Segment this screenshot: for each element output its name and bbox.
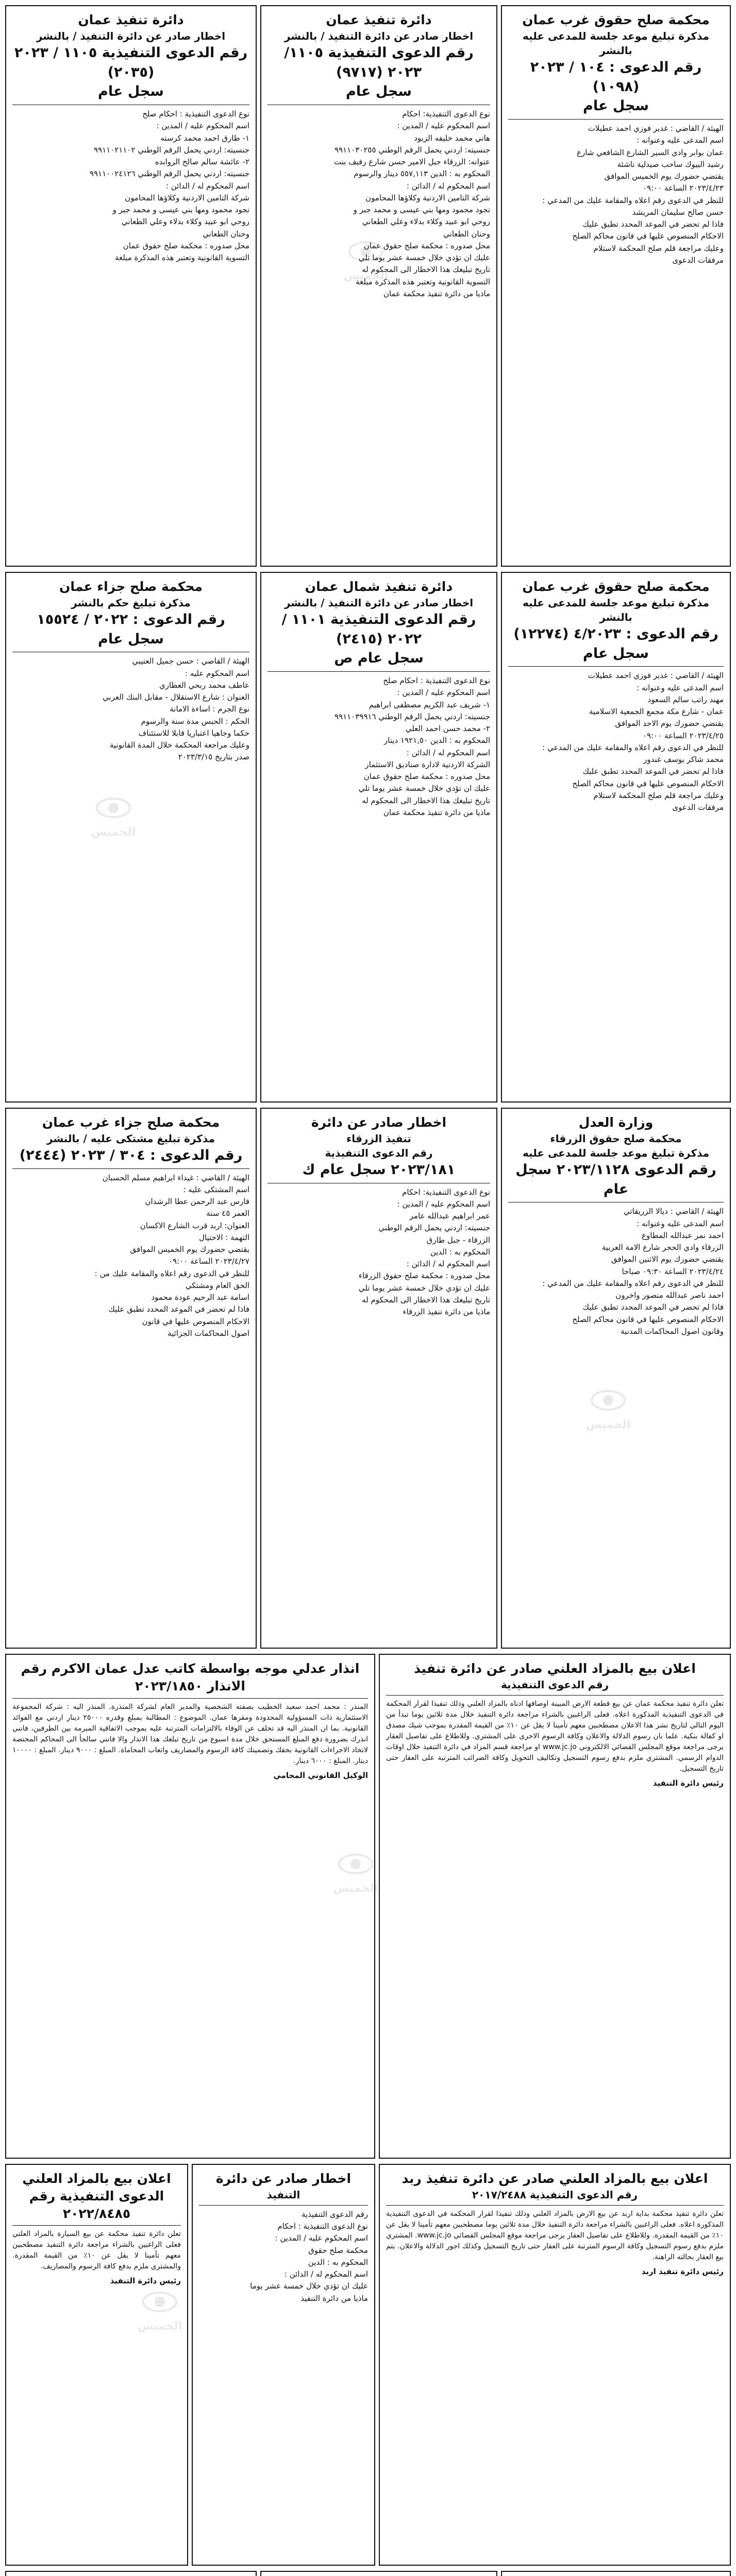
notice-line: عمان - شارع مكة مجمع الجمعية الاسلامية: [589, 707, 724, 717]
notice-line: فاذا لم تحضر في الموعد المحدد تطبق عليك: [582, 1302, 724, 1312]
notice-line: فارس عبد الرحمن عطا الرشدان: [145, 1197, 249, 1207]
notice-line: للنظر في الدعوى رقم اعلاه والمقامة عليك من المدعي :: [542, 742, 724, 752]
notice-signature: رئيس دائرة التنفيذ: [653, 1778, 724, 1788]
notice-line: اسم المحكوم عليه / المدين :: [275, 2233, 368, 2243]
notice-line: حسن صالح سليمان المريشد: [632, 207, 724, 217]
notice-title: مذكرة تبليغ مشتكى عليه / بالنشر: [47, 1132, 215, 1145]
notice-line: اسم المحكوم له / الدائن :: [406, 1259, 490, 1269]
notice-zarqa-court: [501, 1108, 731, 1649]
notice-line: يقتضي حضورك يوم الخميس الموافق: [604, 172, 724, 181]
notice-line: نجود محمود ومها بني عيسى و محمد جبر و: [353, 205, 490, 215]
notice-line: اصول المحاكمات الجزائية: [168, 1328, 249, 1338]
notice-line: ٢٠٢٣/٤/٢٧ الساعة ٠٩:٠٠: [168, 1257, 249, 1266]
notice-line: اسم المحكوم عليه / المدين :: [397, 1199, 490, 1209]
notice-title: مذكرة تبليغ موعد جلسة للمدعى عليه بالنشر: [522, 29, 710, 57]
notice-subheading: محكمة صلح حقوق الزرقاء: [550, 1132, 682, 1145]
notice-heading: دائرة تنفيذ شمال عمان: [305, 579, 453, 594]
notice-heading: اعلان بيع بالمزاد العلني صادر عن دائرة تنفيذ ربد: [402, 2171, 708, 2186]
notice-line: روحي ابو عبيد وكلاء بدلاء وعلي الطعاني: [362, 217, 490, 227]
notice-line: نوع الدعوى التنفيذية : احكام: [277, 2222, 368, 2231]
case-register: سجل عام ص: [334, 650, 424, 667]
divider: [386, 2205, 724, 2206]
case-number: ٢٠٢٣/١٨١ سجل عام ك: [302, 1161, 456, 1178]
notice-line: نوع الجرم : اساءة الامانة: [170, 704, 249, 714]
notice-line: الهيئة / القاضي : غدير فوزي احمد عطيلات: [588, 671, 724, 681]
notice-line: ١- طارق احمد محمد كرسته: [160, 133, 249, 143]
case-number: رقم الدعوى : ٤/٢٠٢٣ (١٢٢٧٤): [513, 625, 718, 642]
notice-amman-execution-5: [5, 2571, 257, 2576]
case-register: سجل عام: [583, 645, 649, 662]
notice-line: فاذا لم تحضر في الموعد المحدد تطبق عليك: [582, 219, 724, 229]
notice-line: الهيئة / القاضي : غيداء ابراهيم مسلم الحسبان: [102, 1173, 249, 1182]
notice-signature: رئيس دائرة التنفيذ: [110, 2276, 181, 2286]
notice-line: عليك ان تؤدي خلال خمسة عشر يوما تلي: [358, 1283, 490, 1293]
notice-heading: اعلان بيع بالمزاد العلني الدعوى التنفيذية رقم ٢٠٢٢/٨٤٨٥: [22, 2171, 171, 2221]
notice-west-amman-criminal: [5, 1108, 257, 1649]
notice-line: وعليك مراجعة قلم صلح المحكمة لاستلام: [593, 790, 724, 800]
notice-line: صدر بتاريخ ٢٠٢٣/٣/١٥: [178, 752, 249, 762]
notice-auction-sale-2: [5, 2164, 188, 2566]
notice-line: اسم المحكوم له / الدائن :: [406, 181, 490, 191]
notice-auction-sale-1: [379, 1654, 731, 2159]
notice-west-amman-court-2: [501, 572, 731, 1103]
notice-line: وحنان الطعاني: [203, 229, 249, 239]
notice-heading: اخطار صادر عن دائرة: [311, 1115, 447, 1130]
notice-line: وعليك مراجعة المحكمة خلال المدة القانونية: [109, 740, 249, 750]
notice-line: احمد ناصر عبدالله منصور واخرون: [615, 1291, 724, 1300]
divider: [12, 1168, 249, 1169]
notice-line: محمد شاكر يوسف غندور: [643, 755, 724, 765]
notice-line: محكمة صلح حقوق: [308, 2245, 368, 2255]
notice-title: مذكرة تبليغ موعد جلسة للمدعى عليه: [522, 1146, 710, 1159]
notice-subheading: التنفيذ: [266, 2188, 300, 2201]
notice-line: يقتضي حضورك يوم الاثنين الموافق: [611, 1255, 724, 1264]
notice-heading: اخطار صادر عن دائرة: [215, 2171, 352, 2186]
notice-line: عاطف محمد ربحي العطاري: [159, 680, 249, 690]
notice-line: ٢- محمد حسن احمد العلي: [405, 724, 490, 734]
notice-line: ٢٠٢٣/٤/٢٤ الساعة ٠٩:٣٠ صباحا: [622, 1266, 724, 1276]
notice-line: اسم المحكوم له / الدائن :: [284, 2269, 368, 2279]
divider: [12, 2225, 181, 2226]
notice-amman-execution-2: [5, 5, 257, 567]
notice-line: اسم المحكوم عليه :: [185, 668, 249, 678]
notice-line: اسم المدعى عليه وعنوانه :: [637, 1218, 724, 1228]
notice-line: العنوان : شارع الاستقلال - مقابل البنك العربي: [103, 692, 249, 702]
notice-line: جنسيته: اردني يحمل الرقم الوطني ٩٩١١٠٣٠٢٥٥: [334, 145, 490, 155]
divider: [508, 119, 724, 120]
notice-line: الشركة الاردنية لادارة صناديق الاستثمار: [365, 759, 490, 769]
notice-line: نوع الدعوى التنفيذية: احكام: [402, 109, 490, 119]
notice-line: عليك ان تؤدي خلال خمسة عشر يوما: [250, 2281, 368, 2291]
notice-line: ٢٠٢٣/٤/٢٣ الساعة ٠٩:٠٠: [642, 183, 724, 193]
notice-line: ماذيا من دائرة تنفيذ محكمة عمان: [383, 807, 490, 817]
notice-line: المحكوم به : الدين: [308, 2257, 368, 2267]
notice-line: يقتضي حضورك يوم الخميس الموافق: [130, 1245, 249, 1255]
case-number: رقم الدعوى : ٣٠٤ / ٢٠٢٣ (٢٤٤٤): [19, 1147, 243, 1163]
notice-line: تاريخ تبليغك هذا الاخطار الى المحكوم له: [362, 795, 490, 805]
case-number: رقم الدعوى : ٢٠٢٢ / ١٥٥٢٤: [37, 611, 225, 628]
notice-heading: محكمة صلح حقوق غرب عمان: [522, 12, 710, 27]
notice-title: اخطار صادر عن دائرة التنفيذ / بالنشر: [284, 29, 474, 42]
notice-line: ٢٠٢٣/٤/٢٥ الساعة ٠٩:٠٠: [642, 731, 724, 740]
notice-line: الحق العام ومشتكي: [185, 1280, 249, 1290]
notice-line: عمان بوابر وادي السير الشارع الشافعي شارع: [577, 147, 724, 157]
notice-line: الاحكام المنصوص عليها في قانون محاكم الصلح: [572, 231, 724, 241]
notice-line: روحي ابو عبيد وكلاء بدلاء وعلي الطعاني: [121, 217, 249, 227]
notice-line: الزرقاء - جبل طارق: [426, 1235, 490, 1245]
notice-title: مذكرة تبليغ حكم بالنشر: [71, 596, 191, 609]
notice-line: محل صدوره : محكمة صلح حقوق الزرقاء: [358, 1271, 490, 1281]
notice-north-amman-execution: [260, 572, 497, 1103]
notice-line: المحكوم به : الدين ٥٥٧,١١٣ دينار والرسوم: [354, 169, 490, 179]
notice-line: احمد نمر عبدالله المطاوع: [642, 1230, 724, 1240]
notice-line: تاريخ تبليغك هذا الاخطار الى المحكوم له: [362, 265, 490, 275]
notice-execution-small: [192, 2164, 375, 2566]
notice-line: محل صدوره : محكمة صلح حقوق عمان: [363, 241, 490, 250]
notice-line: التهمة : الاحتيال: [199, 1232, 249, 1242]
notice-line: عنوانه: الزرقاء جبل الامير حسن شارع رفيف بنت: [333, 157, 490, 167]
case-number: رقم الدعوى ٢٠٢٣/١١٢٨ سجل عام: [515, 1161, 716, 1197]
notice-line: فاذا لم تحضر في الموعد المحدد تطبق عليك: [582, 767, 724, 776]
notice-title: اخطار صادر عن دائرة التنفيذ / بالنشر: [284, 596, 474, 609]
case-number: رقم الدعوى التنفيذية ١١٠٥/ ٢٠٢٣ (٩٧١٧): [284, 44, 474, 80]
notice-line: للنظر في الدعوى رقم اعلاه والمقامة عليك من المدعي :: [542, 195, 724, 205]
divider: [267, 671, 490, 672]
notice-line: شركة التامين الاردنية وكلاؤها المحامون: [365, 193, 490, 202]
notice-heading: دائرة تنفيذ عمان: [326, 12, 432, 27]
notice-line: اسم المشتكى عليه :: [183, 1184, 249, 1194]
notice-amman-execution-3: [501, 2571, 731, 2576]
notice-heading: محكمة صلح جزاء غرب عمان: [42, 1115, 220, 1130]
notice-heading: محكمة صلح حقوق غرب عمان: [522, 579, 710, 594]
notice-line: نجود محمود ومها بني عيسى و محمد جبر و: [112, 205, 249, 215]
notice-amman-execution-1: [260, 5, 497, 567]
notice-line: العمر ٤٥ سنة: [206, 1209, 249, 1218]
notice-heading: وزارة العدل: [578, 1115, 654, 1130]
notice-line: تاريخ تبليغك هذا الاخطار الى المحكوم له: [362, 1295, 490, 1304]
notice-line: اسم المدعى عليه وعنوانه :: [637, 683, 724, 692]
notice-line: محل صدوره : محكمة صلح حقوق عمان: [363, 772, 490, 782]
notice-line: رقم الدعوى التنفيذية: [302, 2209, 368, 2219]
notice-line: هاني محمد خليفه الزيود: [414, 133, 490, 143]
notice-line: اسم المحكوم له / الدائن :: [165, 181, 249, 191]
notice-line: نوع الدعوى التنفيذية : احكام صلح: [142, 109, 249, 119]
notice-line: جنسيته: اردني يحمل الرقم الوطني ٩٩١١٠٢١١٠٢: [93, 145, 249, 155]
divider: [12, 1698, 368, 1699]
notice-line: الحكم : الحبس مدة سنة والرسوم: [141, 716, 249, 726]
notice-line: الزرقاء وادي الحجر شارع الامة العربية: [601, 1243, 724, 1252]
notice-line: مرفقات الدعوى: [672, 803, 724, 812]
notice-line: للنظر في الدعوى رقم اعلاه والمقامة عليك من :: [94, 1268, 249, 1278]
case-number: رقم الدعوى التنفيذية ١١٠٥ / ٢٠٢٣ (٢٠٣٥): [14, 44, 248, 80]
notice-legal-warning: [5, 1654, 375, 2159]
notice-signature: رئيس دائرة تنفيذ اربد: [641, 2266, 724, 2276]
notice-line: عمر ابراهيم عبدالله عامر: [409, 1211, 490, 1221]
divider: [386, 1695, 724, 1696]
notice-line: رشيد البيوك ساحب صيدلية ناشئة: [617, 159, 724, 169]
notice-line: اسم المدعى عليه وعنوانه :: [637, 135, 724, 145]
notice-line: مرفقات الدعوى: [672, 255, 724, 265]
notice-line: وحنان الطعاني: [443, 229, 490, 239]
notice-line: ماذيا من دائرة تنفيذ محكمة عمان: [383, 289, 490, 298]
notice-line: اسامة عبد الرحيم عودة محمود: [151, 1293, 249, 1302]
notice-subheading: رقم الدعوى التنفيذية: [500, 1678, 609, 1691]
notice-auction-sale-irbid: [379, 2164, 731, 2566]
case-number: رقم الدعوى التنفيذية ١١٠١ / ٢٠٢٢ (٢٤١٥): [281, 611, 476, 647]
notice-line: الاحكام المنصوص عليها في قانون محاكم الصلح: [572, 1314, 724, 1324]
notice-heading: انذار عدلي موجه بواسطة كاتب عدل عمان الاكرم رقم الانذار ٢٠٢٣/١٨٥٠: [21, 1661, 360, 1693]
notice-line: اسم المحكوم له / الدائن :: [406, 748, 490, 757]
notice-line: الهيئة / القاضي : ديالا الزريقاتي: [623, 1207, 724, 1216]
notice-heading: محكمة صلح جزاء عمان: [59, 579, 203, 594]
notice-line: وعليك مراجعة قلم صلح المحكمة لاستلام: [593, 243, 724, 253]
notice-line: جنسيته: اردني يحمل الرقم الوطني ٩٩١١٠٠٢٤١٢٦: [89, 169, 249, 179]
divider: [508, 666, 724, 667]
notice-line: الاحكام المنصوص عليها في قانون محاكم الصلح: [572, 778, 724, 788]
case-number: رقم الدعوى : ١٠٤ / ٢٠٢٣ (١٠٩٨): [530, 59, 702, 95]
notice-line: فاذا لم تحضر في الموعد المحدد تطبق عليك: [108, 1304, 249, 1314]
notice-west-amman-court-1: [501, 5, 731, 567]
notice-line: الهيئة / القاضي : غدير فوزي احمد عطيلات: [588, 124, 724, 133]
notice-line: الاحكام المنصوص عليها في قانون: [142, 1316, 249, 1326]
notice-line: للنظر في الدعوى رقم اعلاه والمقامة عليك من المدعي :: [542, 1278, 724, 1288]
notice-line: وقانون اصول المحاكمات المدنية: [621, 1326, 724, 1336]
notice-line: المحكوم به : الدين: [430, 1247, 490, 1257]
case-register: سجل عام: [98, 83, 164, 100]
case-register: سجل عام: [98, 631, 164, 647]
notice-line: ٢- عائشة سالم صالح الروابده: [155, 157, 249, 167]
notice-line: التسوية القانونية وتعتبر هذه المذكرة مبلغة: [114, 253, 249, 263]
notice-body: تعلن دائرة تنفيذ محكمة بداية اربد عن بيع الارض بالمزاد العلني وذلك تنفيذا لقرار المحكمة في الدعوى التنفيذية المذكورة اعلاه. فعلى الراغبين بالشراء مراجعة دائرة التنفيذ خلال مدة ثلاثين يوما مصطحبين معهم تأمينا لا يقل عن ١٠٪ من القيمة المقدرة. وللاطلاع على تفاصيل العقار يرجى مراجعة موقع المجلس القضائي www.jc.jo. المشتري ملزم بدفع رسوم التسجيل وكافة الرسوم المترتبة على العقار حتى تاريخ التسجيل وكذلك اجور الدلالة والاعلان. يتم بيع العقار بحالته الراهنة.: [386, 2209, 724, 2261]
notice-body: تعلن دائرة تنفيذ محكمة عن بيع السيارة بالمزاد العلني فعلى الراغبين بالشراء مراجعة دائرة التنفيذ مصطحبين معهم تأمينا لا يقل عن ١٠٪ من القيمة المقدرة. والمشتري ملزم بدفع كافة الرسوم والمصاريف.: [12, 2230, 181, 2271]
notice-body: المنذر : محمد احمد سعيد الخطيب بصفته الشخصية والمدير العام لشركة المنذرة. المنذر اليه : شركة المجموعة الاستثمارية ذات المسؤولية المحدودة ومقرها عمان. الموضوع : المطالبة بمبلغ وقدره ٢٥٠٠٠ دينار اردني مع الفوائد القانونية. بما ان المنذر اليه قد تخلف عن الوفاء بالالتزامات المترتبة عليه بموجب الاتفاقية المبرمة بين الطرفين، فانني انذرك بضرورة دفع المبلغ المستحق خلال مدة اسبوع من تاريخ تبلغك هذا الانذار والا فانني سالجأ الى المحاكم المختصة لاتخاذ الاجراءات القانونية بحقك وتضمينك كافة الرسوم والمصاريف واتعاب المحاماة. المبلغ : ٩٠٠٠ دينار. المبلغ : ١٠٠٠٠ دينار. المبلغ : ٦٠٠٠ دينار.: [12, 1702, 368, 1765]
notice-line: اسم المحكوم عليه / المدين :: [397, 121, 490, 131]
notice-line: التسوية القانونية وتعتبر هذه المذكرة مبلغة: [355, 277, 490, 286]
case-register: سجل عام: [583, 98, 649, 114]
divider: [199, 2205, 368, 2206]
notice-amman-criminal-court: [5, 572, 257, 1103]
notice-line: ماذيا من دائرة تنفيذ الزرقاء: [403, 1307, 490, 1317]
notice-subheading: رقم الدعوى التنفيذية ٢٠١٧/٢٤٨٨: [472, 2188, 638, 2201]
notice-line: عليك ان تؤدي خلال خمسة عشر يوما تلي: [358, 253, 490, 263]
notice-line: المحكوم به : الدين ١٩٢١,٥٠ دينار: [383, 736, 490, 745]
notice-body: تعلن دائرة تنفيذ محكمة عمان عن بيع قطعة الارض المبينة اوصافها ادناه بالمزاد العلني وذلك تنفيذا لقرار المحكمة في الدعوى التنفيذية المذكورة اعلاه. فعلى الراغبين بالشراء مراجعة دائرة التنفيذ خلال مدة ثلاثين يوما تبدأ من اليوم التالي لتاريخ نشر هذا الاعلان مصطحبين معهم تأمينا لا يقل عن ١٠٪ من القيمة المقدرة بموجب شيك مصدق او كفالة بنكية. علما بان رسوم الدلالة والاعلان وكافة الرسوم الاخرى على المشتري. وللاطلاع على تفاصيل العقار يرجى مراجعة موقع المجلس القضائي الالكتروني www.jc.jo او مراجعة قسم المزاد في دائرة التنفيذ خلال اوقات الدوام الرسمي. المشتري ملزم بدفع رسوم التسجيل وتكاليف التحويل وكافة الضرائب المترتبة على العقار حتى تاريخ التسجيل.: [386, 1699, 724, 1773]
notice-heading: دائرة تنفيذ عمان: [78, 12, 184, 27]
notice-zarqa-execution: [260, 1108, 497, 1649]
notice-line: جنسيته: اردني يحمل الرقم الوطني ٩٩١١٠٣٩٩١٦: [334, 711, 490, 721]
notice-heading: اعلان بيع بالمزاد العلني صادر عن دائرة تنفيذ: [414, 1661, 696, 1676]
notice-title: رقم الدعوى التنفيذية: [325, 1146, 433, 1159]
notice-amman-execution-4: [260, 2571, 497, 2576]
notice-title: مذكرة تبليغ موعد جلسة للمدعى عليه بالنشر: [522, 596, 710, 623]
notice-line: جنسيته: اردني يحمل الرقم الوطني: [378, 1223, 490, 1233]
notice-line: ماذيا من دائرة التنفيذ: [300, 2293, 368, 2303]
notice-title: اخطار صادر عن دائرة التنفيذ / بالنشر: [36, 29, 226, 42]
notice-line: عليك ان تؤدي خلال خمسة عشر يوما تلي: [358, 784, 490, 793]
notice-line: اسم المحكوم عليه / المدين :: [156, 121, 249, 131]
notice-line: محل صدوره : محكمة صلح حقوق عمان: [123, 241, 249, 250]
notice-line: ١- شريف عبد الكريم مصطفى ابراهيم: [369, 700, 490, 709]
notice-line: مهند راتب سالم السعود: [647, 694, 724, 704]
notice-line: العنوان: اربد قرب الشارع الاكسان: [140, 1221, 249, 1230]
notice-line: نوع الدعوى التنفيذية: احكام: [402, 1187, 490, 1197]
notice-line: اسم المحكوم عليه / المدين :: [397, 688, 490, 698]
notice-subheading: تنفيذ الزرقاء: [346, 1132, 411, 1145]
notice-line: يقتضي حضورك يوم الاحد الموافق: [615, 719, 724, 728]
notice-line: شركة التامين الاردنية وكلاؤها المحامون: [125, 193, 249, 202]
case-register: سجل عام: [346, 83, 412, 100]
notice-line: نوع الدعوى التنفيذية : احكام صلح: [383, 676, 490, 686]
notice-signature: الوكيل القانوني المحامي: [273, 1770, 368, 1780]
notice-line: حكما وجاهيا اعتباريا قابلا للاستئناف: [138, 728, 249, 738]
notice-line: الهيئة / القاضي : حسن جميل العتيبي: [132, 656, 249, 666]
